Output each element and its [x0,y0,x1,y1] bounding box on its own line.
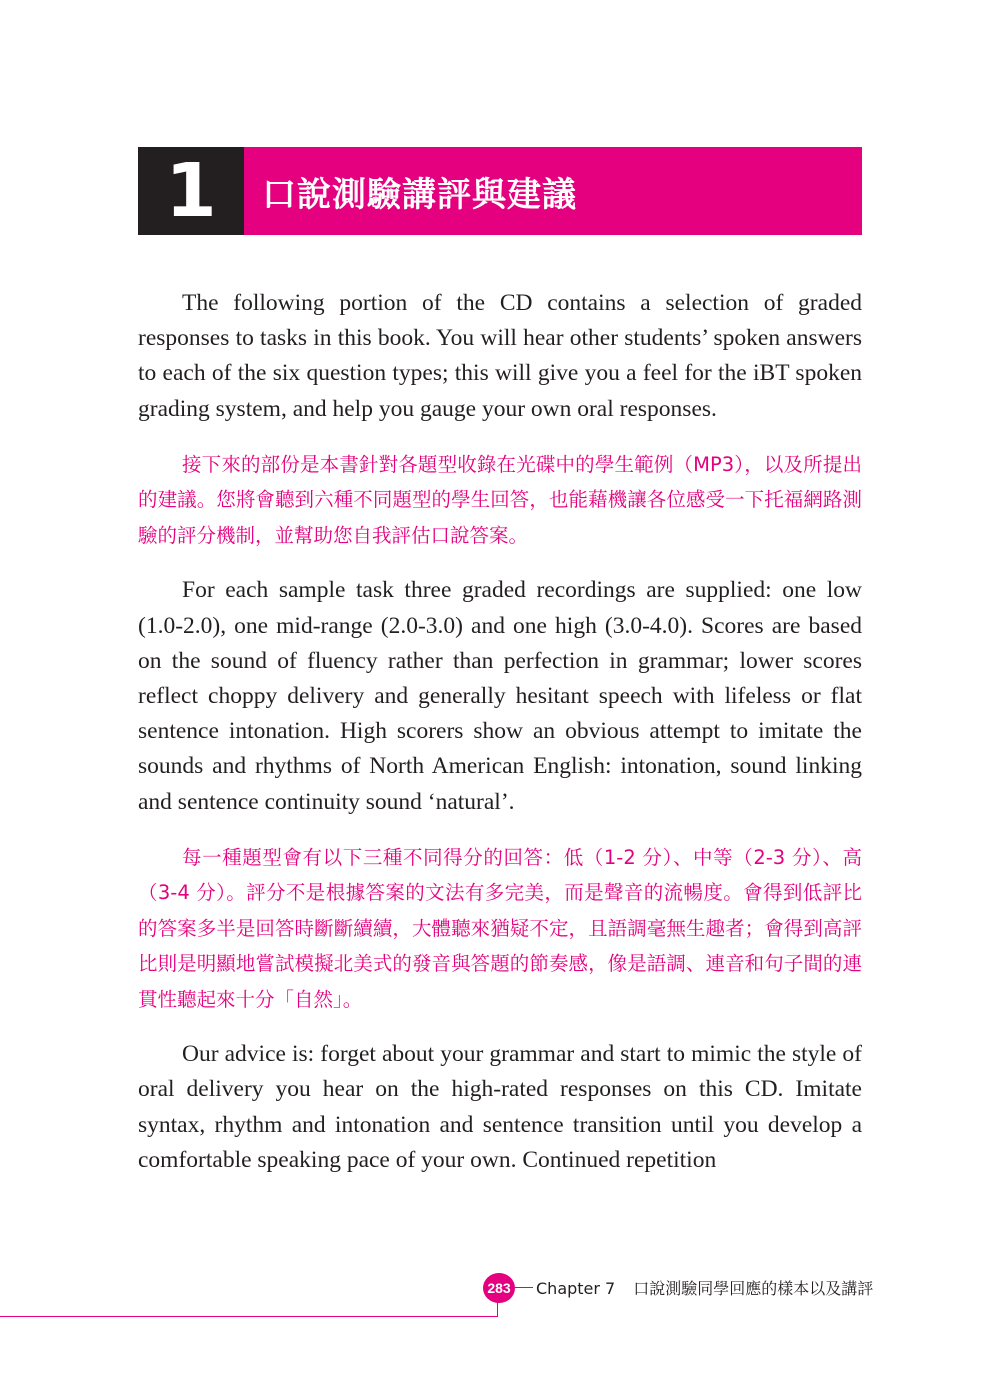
paragraph-english-2: For each sample task three graded recordings are supplied: one low (1.0-2.0), one mid-range (2.0-3.0) and one high (3.0-4.0). Scores are based on the sound of fluency rather than perfection in grammar; lower scores reflect choppy delivery and generally hesitant speech with lifeless or flat sentence intonation. High scorers show an obvious attempt to imitate the sounds and rhythms of North American English: intonation, sound linking and sentence continuity sound ‘natural’. [138,577,862,815]
page-number-badge: 283 [483,1273,515,1303]
footer-rule [0,1316,497,1317]
page-footer [0,1266,1000,1326]
section-title: 口說測驗講評與建議 [244,147,862,235]
body-text [138,286,862,1198]
paragraph-chinese-2: 每一種題型會有以下三種不同得分的回答：低（1-2 分）、中等（2-3 分）、高（3-4 分）。評分不是根據答案的文法有多完美，而是聲音的流暢度。會得到低評比的答案多半是回答時斷斷續續，大體聽來猶疑不定，且語調毫無生趣者；會得到高評比則是明顯地嘗試模擬北美式的發音與答題的節奏感，像是語調、連音和句子間的連貫性聽起來十分「自然」。 [138,845,862,1011]
footer-tick [515,1287,533,1288]
section-number: 1 [138,147,244,235]
paragraph-english-3: Our advice is: forget about your grammar and start to mimic the style of oral delivery you hear on the high-rated responses on this CD. Imitate syntax, rhythm and intonation and sentence transition until you develop a comfortable speaking pace of your own. Continued repetition [138,1041,862,1173]
paragraph-english-1: The following portion of the CD contains a selection of graded responses to tasks in this book. You will hear other students’ spoken answers to each of the six question types; this will give you a feel for the iBT spoken grading system, and help you gauge your own oral responses. [138,290,862,422]
running-footer [536,1276,873,1299]
chapter-title: 口說測驗同學回應的樣本以及講評 [633,1279,874,1298]
chapter-label: Chapter 7 [536,1279,616,1298]
section-header [138,147,862,235]
paragraph-chinese-1: 接下來的部份是本書針對各題型收錄在光碟中的學生範例（MP3），以及所提出的建議。您將會聽到六種不同題型的學生回答，也能藉機讓各位感受一下托福網路測驗的評分機制，並幫助您自我評估口說答案。 [138,452,862,547]
